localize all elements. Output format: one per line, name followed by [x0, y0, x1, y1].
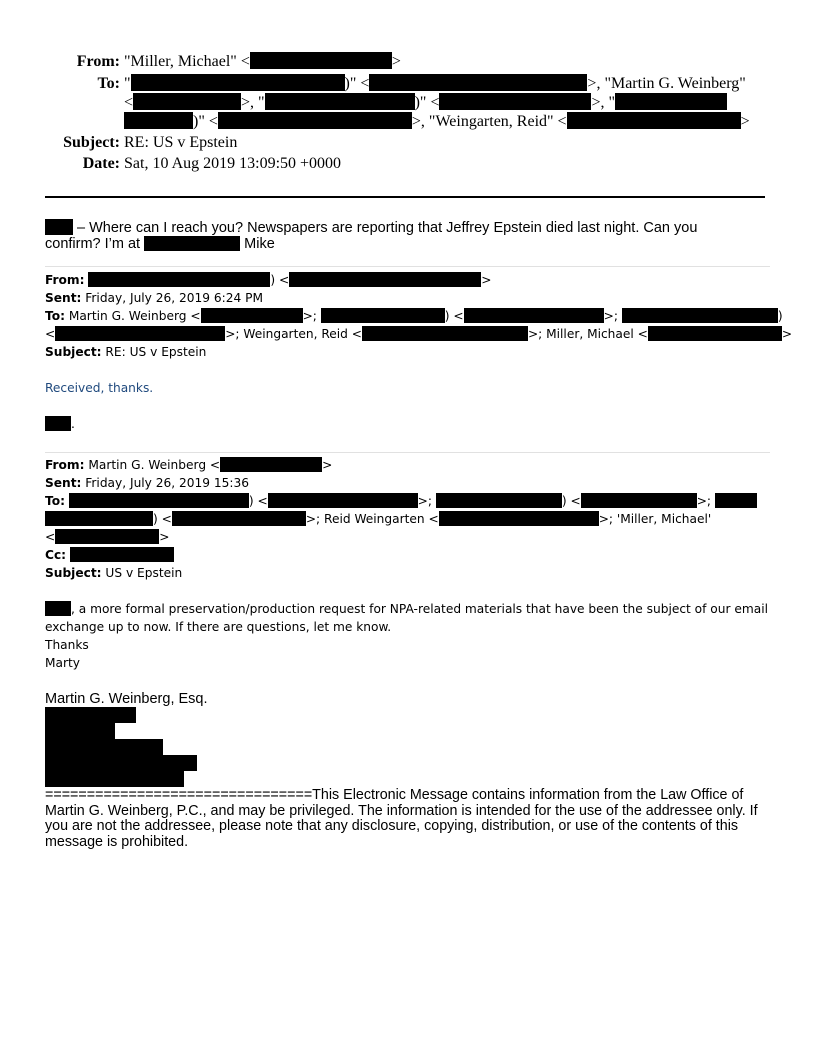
redaction — [369, 74, 587, 91]
message-line — [45, 236, 765, 252]
from-text: > — [322, 458, 333, 472]
email-header — [0, 52, 816, 173]
to-text: " — [124, 75, 131, 92]
to-text: ) < — [444, 309, 464, 323]
message-text: confirm? I’m at — [45, 236, 145, 252]
redaction — [265, 93, 415, 110]
to-text: < — [45, 327, 56, 341]
redaction — [133, 93, 241, 110]
redaction — [439, 511, 599, 526]
from-label: From: — [45, 273, 85, 287]
body-text: , a more formal preservation/production request for NPA-related materials that have been the subject of our email — [71, 602, 768, 616]
to-text: )" < — [344, 75, 370, 92]
signature-block — [45, 691, 208, 707]
to-text: >; Reid Weingarten < — [305, 512, 439, 526]
body-line: exchange up to now. If there are questions, let me know. — [45, 620, 392, 634]
date-label: Date: — [82, 155, 120, 172]
reply2-sent-row — [45, 474, 775, 492]
reply1-to-row — [45, 307, 783, 325]
redaction — [648, 326, 782, 341]
redaction — [250, 52, 392, 69]
thread-separator — [45, 452, 770, 453]
redaction — [69, 493, 249, 508]
to-text: > — [781, 327, 793, 341]
to-text: >, " — [241, 94, 265, 111]
redaction — [439, 93, 591, 110]
redaction — [45, 771, 184, 787]
to-text: >, " — [591, 94, 616, 111]
sent-label: Sent: — [45, 476, 82, 490]
from-label: From: — [45, 458, 85, 472]
redaction — [45, 723, 115, 739]
to-label: To: — [45, 494, 65, 508]
to-text: Martin G. Weinberg < — [68, 309, 201, 323]
reply2-to-row-2 — [45, 510, 775, 528]
to-text: > — [740, 113, 750, 130]
from-text: > — [481, 273, 492, 287]
reply1-header — [45, 271, 793, 361]
to-text: ) < — [248, 494, 268, 508]
to-label: To: — [45, 309, 65, 323]
redaction — [124, 112, 193, 129]
to-text: > — [159, 530, 170, 544]
to-text: )" < — [414, 94, 440, 111]
subject-label: Subject: — [45, 345, 102, 359]
header-to-row — [0, 74, 816, 93]
to-label: To: — [97, 75, 120, 92]
reply2-to-row — [45, 492, 775, 510]
to-text: )" < — [193, 113, 218, 130]
reply1-subject-row — [45, 343, 775, 361]
message-text: Mike — [240, 236, 275, 252]
to-value-line1 — [124, 74, 746, 93]
from-label: From: — [76, 53, 120, 70]
redaction — [201, 308, 303, 323]
reply1-sent-row — [45, 289, 775, 307]
redaction — [362, 326, 528, 341]
body-line — [45, 600, 775, 618]
redaction — [45, 511, 153, 526]
redaction — [218, 112, 412, 129]
body-name: Marty — [45, 656, 80, 670]
redaction — [45, 219, 73, 235]
reply2-header — [45, 456, 775, 582]
to-text: >; Weingarten, Reid < — [225, 327, 362, 341]
reply1-body: Received, thanks. — [45, 381, 154, 395]
to-text: < — [45, 530, 56, 544]
date-value: Sat, 10 Aug 2019 13:09:50 +0000 — [124, 155, 342, 172]
signature-name: Martin G. Weinberg, Esq. — [45, 691, 208, 707]
cc-label: Cc: — [45, 548, 67, 562]
to-text: >; — [696, 494, 715, 508]
from-text: Martin G. Weinberg < — [88, 458, 221, 472]
header-from-row — [0, 52, 816, 71]
reply1-to-row-2 — [45, 325, 793, 343]
redaction — [88, 272, 270, 287]
to-text: >; — [302, 309, 321, 323]
redaction — [464, 308, 604, 323]
redaction — [622, 308, 778, 323]
to-value-line2 — [124, 93, 727, 112]
message-text: – Where can I reach you? Newspapers are reporting that Jeffrey Epstein died last night. Can you — [73, 220, 698, 236]
message-body-latest — [45, 219, 765, 252]
legal-disclaimer: ================================This Electronic Message contains information from the Law Office of Martin G. Weinberg, P.C., and may be privileged. The information is intended for the use of the addressee only. If you are not the addressee, please note that any disclosure, copying, distribution, or use of the contents of this message is prohibited. — [45, 787, 758, 850]
subject-value: RE: US v Epstein — [105, 345, 207, 359]
from-name: "Miller, Michael" < — [124, 53, 250, 70]
redaction — [268, 493, 418, 508]
to-text: < — [124, 94, 134, 111]
subject-label: Subject: — [45, 566, 102, 580]
redaction — [45, 755, 197, 771]
redaction — [45, 739, 163, 755]
redaction — [715, 493, 757, 508]
redaction — [144, 236, 240, 251]
redaction — [615, 93, 727, 110]
redaction — [45, 416, 71, 431]
from-value — [124, 52, 401, 71]
from-text: ) < — [270, 273, 290, 287]
redaction — [567, 112, 741, 129]
reply2-body — [45, 600, 775, 672]
to-text: >; Miller, Michael < — [527, 327, 648, 341]
signoff-text: . — [71, 417, 75, 431]
redaction — [55, 326, 225, 341]
to-value-line3 — [124, 112, 750, 131]
signature-redactions — [45, 707, 197, 787]
header-to-row-3 — [0, 112, 816, 131]
redaction — [321, 308, 445, 323]
redaction — [45, 601, 71, 616]
sent-value: Friday, July 26, 2019 15:36 — [85, 476, 250, 490]
sent-value: Friday, July 26, 2019 6:24 PM — [85, 291, 264, 305]
to-text: >, "Martin G. Weinberg" — [587, 75, 746, 92]
reply2-from-row — [45, 456, 775, 474]
reply1-signoff — [45, 415, 775, 433]
redaction — [70, 547, 174, 562]
redaction — [45, 707, 136, 723]
reply2-subject-row — [45, 564, 775, 582]
body-thanks: Thanks — [45, 638, 89, 652]
reply2-to-row-3 — [45, 528, 775, 546]
to-text: >; 'Miller, Michael' — [598, 512, 712, 526]
redaction — [172, 511, 306, 526]
sent-label: Sent: — [45, 291, 82, 305]
to-text: ) < — [561, 494, 581, 508]
redaction — [220, 457, 322, 472]
redaction — [436, 493, 562, 508]
header-date-row — [0, 154, 816, 173]
reply2-cc-row — [45, 546, 775, 564]
redaction — [581, 493, 697, 508]
subject-value: US v Epstein — [105, 566, 183, 580]
to-text: >; — [603, 309, 622, 323]
redaction — [131, 74, 345, 91]
thread-separator — [45, 266, 770, 267]
redaction — [289, 272, 481, 287]
subject-label: Subject: — [63, 134, 120, 151]
to-text: ) — [777, 309, 783, 323]
to-text: >, "Weingarten, Reid" < — [411, 113, 567, 130]
redaction — [55, 529, 159, 544]
subject-value: RE: US v Epstein — [124, 134, 238, 151]
header-to-row-2 — [0, 93, 816, 112]
header-divider — [45, 196, 765, 198]
reply1-from-row — [45, 271, 775, 289]
to-text: ) < — [153, 512, 172, 526]
message-line — [45, 219, 765, 236]
header-subject-row — [0, 133, 816, 152]
from-close: > — [391, 53, 401, 70]
to-text: >; — [417, 494, 436, 508]
